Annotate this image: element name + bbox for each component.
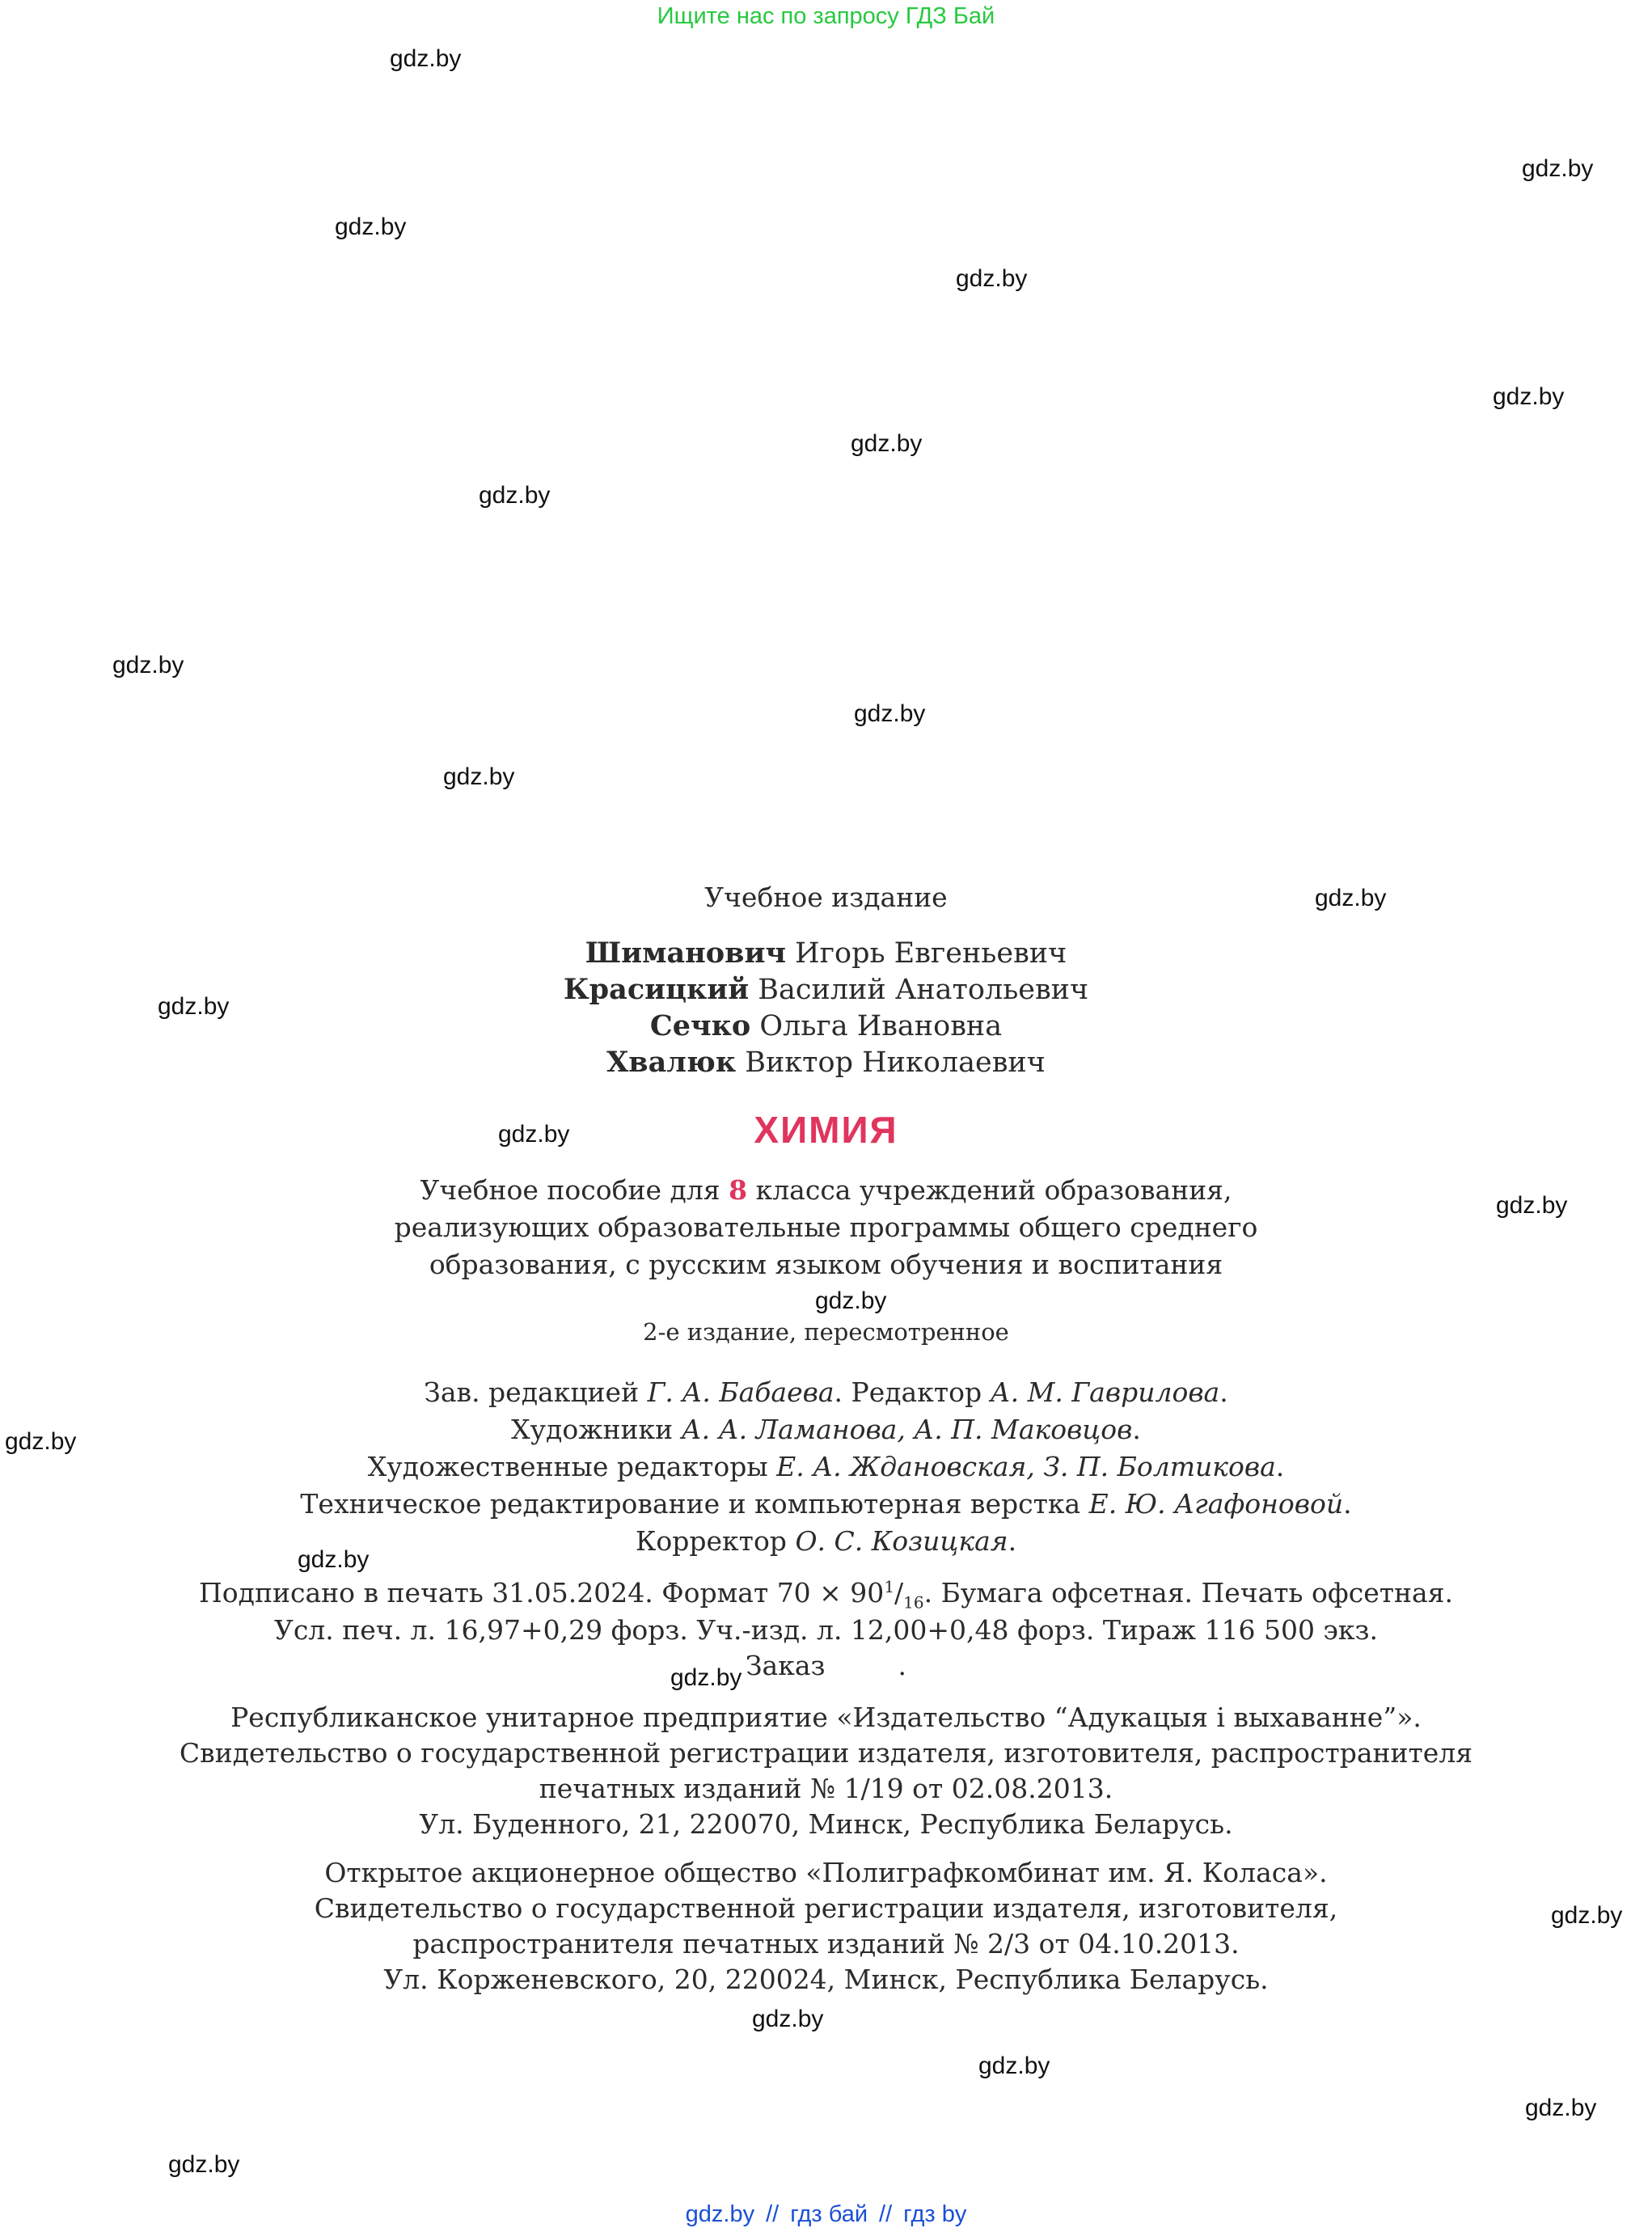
watermark: gdz.by [498,1121,570,1148]
order-label: Заказ [745,1650,826,1681]
watermark: gdz.by [298,1546,370,1573]
footer-link-gdz-by-cyr[interactable]: гдз by [903,2201,967,2227]
description-line: реализующих образовательные программы общего среднего [394,1211,1258,1243]
footer-links [0,2201,1652,2228]
watermark: gdz.by [670,1664,742,1691]
description-text: Учебное пособие для [420,1174,729,1206]
publisher-line: Ул. Буденного, 21, 220070, Минск, Республика Беларусь. [419,1808,1233,1840]
printer-line: Свидетельство о государственной регистрации издателя, изготовителя, [314,1892,1338,1924]
publisher-line: Свидетельство о государственной регистрации издателя, изготовителя, распространителя [179,1737,1473,1769]
credit-label: Художники [511,1414,682,1445]
author-line [0,1046,1652,1079]
print-info-line: Усл. печ. л. 16,97+0,29 форз. Уч.-изд. л. 12,00+0,48 форз. Тираж 116 500 экз. [273,1614,1379,1646]
watermark: gdz.by [854,700,926,727]
watermark: gdz.by [956,265,1028,292]
credits-line [0,1414,1652,1445]
description-line [0,1174,1652,1206]
author-surname: Сечко [649,1009,751,1042]
watermark: gdz.by [168,2151,240,2178]
credits-line [0,1451,1652,1482]
watermark: gdz.by [978,2053,1050,2079]
watermark: gdz.by [1551,1902,1623,1929]
author-surname: Хвалюк [606,1046,737,1079]
author-line [0,1009,1652,1042]
credit-name: О. С. Козицкая [795,1525,1008,1557]
watermark: gdz.by [158,993,230,1020]
publisher-line: Республиканское унитарное предприятие «Издательство “Адукацыя і выхаванне”». [230,1702,1422,1733]
credits-line [0,1525,1652,1557]
credit-label: Техническое редактирование и компьютерная верстка [300,1488,1089,1520]
watermark: gdz.by [479,482,551,509]
watermark: gdz.by [752,2006,824,2032]
order-dot: . [898,1650,907,1681]
credit-name: Г. А. Бабаева [647,1376,834,1408]
credit-label: Корректор [635,1525,796,1557]
credit-label: . Редактор [834,1376,991,1408]
watermark: gdz.by [1315,885,1387,911]
watermark: gdz.by [5,1428,77,1455]
watermark: gdz.by [1493,383,1565,410]
format-slash: / [894,1577,904,1609]
print-info-text: Подписано в печать 31.05.2024. Формат 70 × 90 [199,1577,885,1609]
credit-name: Е. А. Ждановская, З. П. Болтикова [776,1451,1276,1482]
watermark: gdz.by [112,652,184,679]
footer-link-gdz-by[interactable]: gdz.by [685,2201,755,2227]
credit-label: Зав. редакцией [424,1376,648,1408]
format-sub: 16 [903,1592,924,1613]
author-name: Игорь Евгеньевич [795,937,1067,970]
publication-type: Учебное издание [704,881,948,913]
author-name: Василий Анатольевич [758,974,1089,1006]
punctuation: . [1132,1414,1141,1445]
punctuation: . [1343,1488,1352,1520]
watermark: gdz.by [851,430,923,457]
watermark: gdz.by [815,1287,887,1314]
print-info-text: . Бумага офсетная. Печать офсетная. [923,1577,1453,1609]
punctuation: . [1219,1376,1228,1408]
author-name: Виктор Николаевич [745,1046,1046,1079]
footer-separator: // [879,2201,893,2227]
watermark: gdz.by [1525,2095,1597,2121]
punctuation: . [1275,1451,1285,1482]
grade-number: 8 [729,1174,748,1206]
printer-line: распространителя печатных изданий № 2/3 от 04.10.2013. [412,1928,1240,1960]
description-line: образования, с русским языком обучения и воспитания [429,1249,1223,1280]
footer-separator: // [766,2201,780,2227]
author-name: Ольга Ивановна [759,1010,1003,1042]
credit-name: Е. Ю. Агафоновой [1088,1488,1344,1520]
credits-line [0,1376,1652,1408]
top-banner[interactable]: Ищите нас по запросу ГДЗ Бай [657,3,995,29]
watermark: gdz.by [390,45,462,72]
credits-line [0,1488,1652,1520]
watermark: gdz.by [1522,155,1594,182]
punctuation: . [1008,1525,1017,1557]
book-title: ХИМИЯ [754,1109,898,1151]
order-line [0,1650,1652,1681]
publisher-line: печатных изданий № 1/19 от 02.08.2013. [539,1773,1113,1804]
author-surname: Шиманович [585,936,787,970]
watermark: gdz.by [443,763,515,790]
watermark: gdz.by [1496,1192,1568,1219]
credit-name: А. М. Гаврилова [990,1376,1220,1408]
credit-name: А. А. Ламанова, А. П. Маковцов [681,1414,1133,1445]
edition-note: 2-е издание, пересмотренное [643,1318,1009,1346]
credit-label: Художественные редакторы [367,1451,777,1482]
print-info-line [0,1577,1652,1613]
author-line [0,936,1652,970]
description-text: класса учреждений образования, [747,1174,1232,1206]
author-line [0,973,1652,1006]
printer-line: Открытое акционерное общество «Полиграфкомбинат им. Я. Коласа». [324,1857,1328,1888]
author-surname: Красицкий [563,973,750,1006]
printer-line: Ул. Корженевского, 20, 220024, Минск, Республика Беларусь. [383,1964,1269,1995]
footer-link-gdz-bai[interactable]: гдз бай [790,2201,868,2227]
format-sup: 1 [884,1577,895,1596]
watermark: gdz.by [335,213,407,240]
